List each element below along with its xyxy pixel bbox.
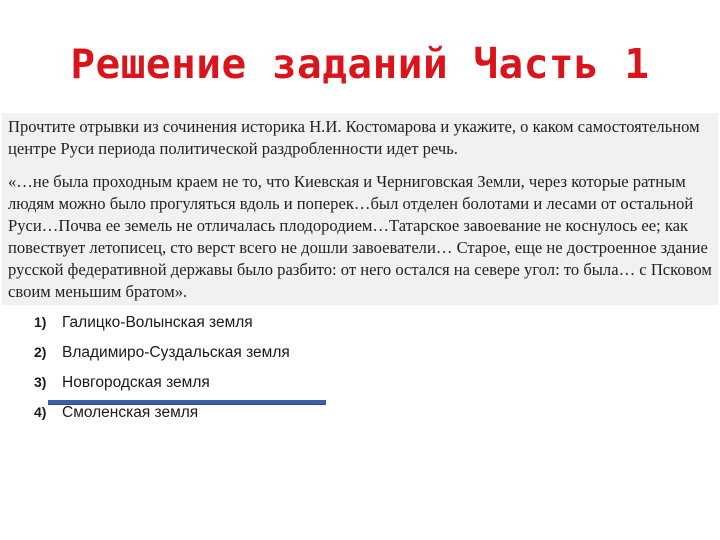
answer-option-1[interactable] xyxy=(34,314,494,344)
answer-number: 4) xyxy=(34,404,47,420)
answer-list xyxy=(34,314,494,434)
answer-number: 2) xyxy=(34,344,47,360)
answer-text: Новгородская земля xyxy=(62,374,210,391)
answer-option-4[interactable] xyxy=(34,404,494,434)
answer-option-2[interactable] xyxy=(34,344,494,374)
answer-text: Владимиро-Суздальская земля xyxy=(62,344,290,361)
answer-number: 3) xyxy=(34,374,47,390)
slide-title: Решение заданий Часть 1 xyxy=(70,40,650,88)
answer-highlight-underline xyxy=(48,400,326,404)
task-text-block xyxy=(2,113,718,305)
task-quote: «…не была проходным краем не то, что Киевская и Черниговская Земли, через которые ратным людям можно было прогуляться вдоль и поперек…был отделен болотами и лесами от остальной Руси…Почва ее земель не отличалась плодородием…Татарское завоевание не коснулось ее; как повествует летописец, сто верст всего не дошли завоеватели… Старое, еще не достроенное здание русской федеративной державы было разбито: от него остался на севере угол: то была… с Псковом своим меньшим братом». xyxy=(8,172,712,301)
task-question: Прочтите отрывки из сочинения историка Н.И. Костомарова и укажите, о каком самостоятельном центре Руси периода политической раздробленности идет речь. xyxy=(8,117,700,158)
answer-text: Смоленская земля xyxy=(62,404,199,421)
answer-number: 1) xyxy=(34,314,47,330)
answer-text: Галицко-Волынская земля xyxy=(62,314,253,331)
